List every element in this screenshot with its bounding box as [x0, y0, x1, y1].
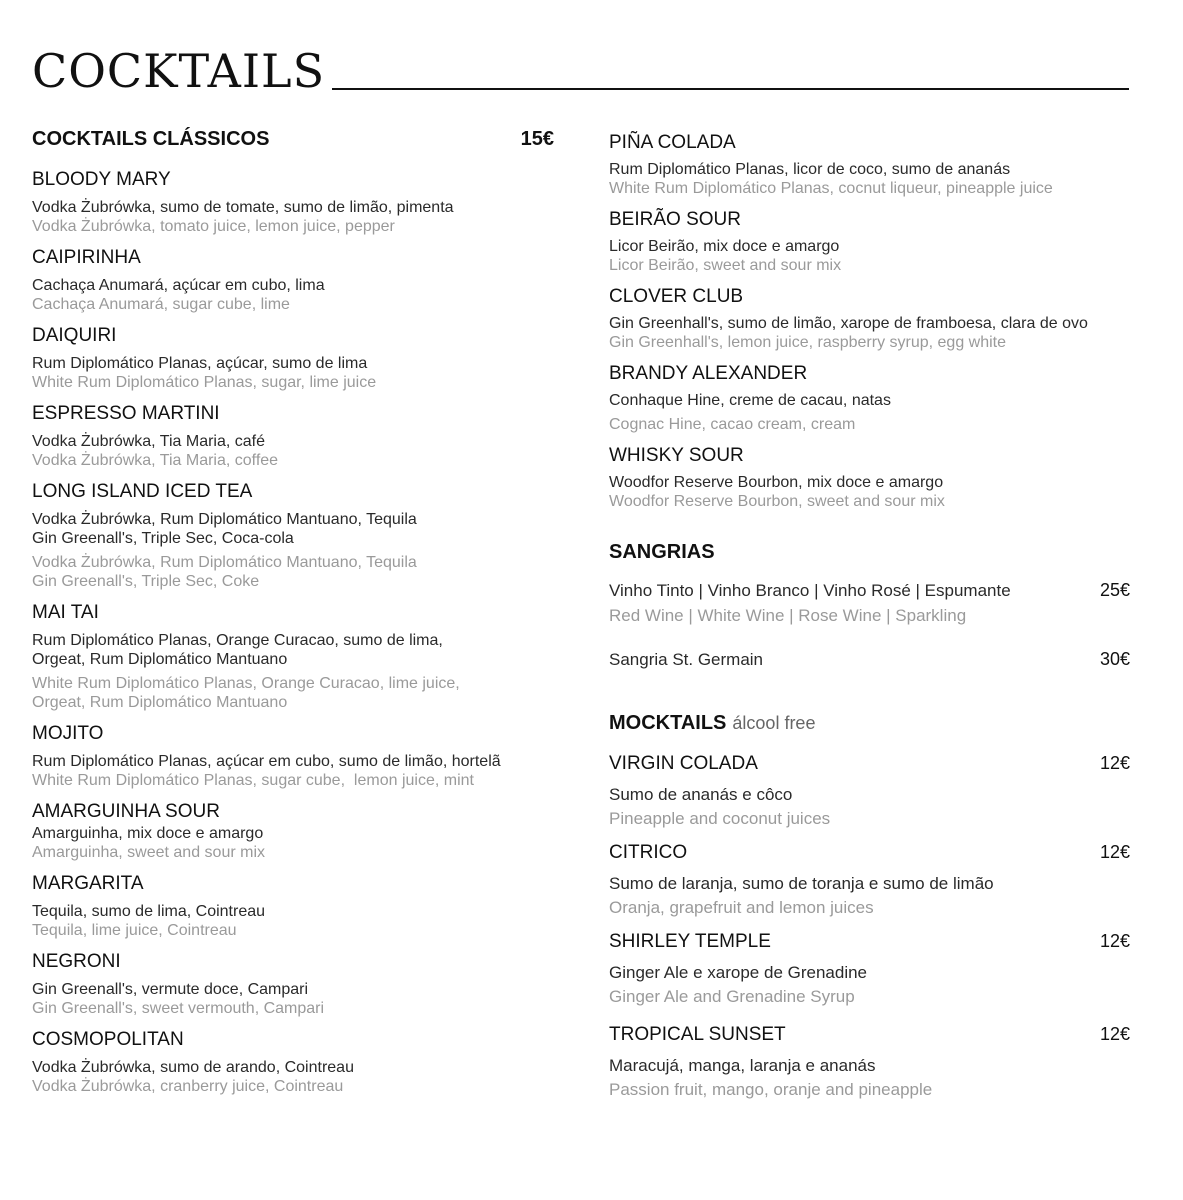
item-desc-pt: Sumo de laranja, sumo de toranja e sumo de limão	[609, 874, 994, 893]
sangria-item	[609, 580, 1130, 625]
item-desc-pt: Rum Diplomático Planas, açúcar em cubo, sumo de limão, hortelã	[32, 753, 501, 770]
menu-item	[32, 1029, 554, 1096]
item-name: VIRGIN COLADA	[609, 753, 758, 774]
item-desc-pt: Orgeat, Rum Diplomático Mantuano	[32, 651, 288, 668]
item-name: MARGARITA	[32, 873, 144, 894]
mocktails-heading: MOCKTAILS	[609, 712, 727, 734]
classics-header	[32, 128, 554, 151]
item-name: BLOODY MARY	[32, 169, 171, 190]
item-desc-en: Tequila, lime juice, Cointreau	[32, 922, 237, 939]
item-desc-en: Orgeat, Rum Diplomático Mantuano	[32, 694, 288, 711]
item-price: 12€	[1099, 931, 1130, 951]
item-desc-en: Cognac Hine, cacao cream, cream	[609, 416, 856, 433]
item-desc-pt: Cachaça Anumará, açúcar em cubo, lima	[32, 277, 325, 294]
item-price: 12€	[1099, 842, 1130, 862]
item-desc-en: Gin Greenhall's, lemon juice, raspberry syrup, egg white	[609, 334, 1007, 351]
mocktail-row	[609, 842, 1130, 864]
item-desc-pt: Ginger Ale e xarope de Grenadine	[609, 963, 868, 982]
item-name: BEIRÃO SOUR	[609, 209, 741, 230]
item-price: 12€	[1099, 753, 1130, 773]
item-name: MOJITO	[32, 723, 104, 744]
item-name: WHISKY SOUR	[609, 445, 744, 466]
item-name: ESPRESSO MARTINI	[32, 403, 220, 424]
item-desc-pt: Sumo de ananás e côco	[609, 785, 793, 804]
menu-item	[609, 286, 1130, 352]
classics-price: 15€	[520, 128, 554, 150]
item-desc-pt: Amarguinha, mix doce e amargo	[32, 825, 264, 842]
menu-item	[609, 445, 1130, 511]
menu-item	[32, 602, 554, 712]
item-desc-pt: Conhaque Hine, creme de cacau, natas	[609, 392, 891, 409]
sangria-row	[609, 649, 1130, 670]
item-desc-en: Red Wine | White Wine | Rose Wine | Sparkling	[609, 606, 967, 625]
item-desc-en: Woodfor Reserve Bourbon, sweet and sour mix	[609, 493, 945, 510]
menu-item	[32, 403, 554, 470]
item-desc-en: Passion fruit, mango, oranje and pineapple	[609, 1080, 933, 1099]
item-desc-en: Licor Beirão, sweet and sour mix	[609, 257, 842, 274]
menu-item	[32, 801, 554, 862]
item-price: 30€	[1099, 649, 1130, 669]
item-name: LONG ISLAND ICED TEA	[32, 481, 253, 502]
item-price: 25€	[1099, 580, 1130, 600]
item-desc-en: Amarguinha, sweet and sour mix	[32, 844, 265, 861]
item-desc-pt: Sangria St. Germain	[609, 650, 764, 669]
item-desc-pt: Gin Greenall's, Triple Sec, Coca-cola	[32, 530, 294, 547]
item-desc-en: Vodka Żubrówka, Tia Maria, coffee	[32, 452, 279, 469]
item-desc-pt: Gin Greenhall's, sumo de limão, xarope de framboesa, clara de ovo	[609, 315, 1088, 332]
item-desc-en: White Rum Diplomático Planas, cocnut liqueur, pineapple juice	[609, 180, 1053, 197]
item-desc-en: Gin Greenall's, Triple Sec, Coke	[32, 573, 260, 590]
item-name: CAIPIRINHA	[32, 247, 141, 268]
item-desc-pt: Woodfor Reserve Bourbon, mix doce e amargo	[609, 474, 944, 491]
item-name: TROPICAL SUNSET	[609, 1024, 786, 1045]
item-name: SHIRLEY TEMPLE	[609, 931, 771, 952]
item-desc-en: White Rum Diplomático Planas, Orange Curacao, lime juice,	[32, 675, 460, 692]
item-name: AMARGUINHA SOUR	[32, 801, 220, 822]
item-desc-pt: Gin Greenall's, vermute doce, Campari	[32, 981, 309, 998]
classics-heading: COCKTAILS CLÁSSICOS	[32, 128, 270, 150]
mocktail-item	[609, 842, 1130, 917]
menu-item	[32, 325, 554, 392]
menu-item	[609, 363, 1130, 434]
menu-item	[609, 209, 1130, 275]
item-desc-en: Ginger Ale and Grenadine Syrup	[609, 987, 855, 1006]
menu-item	[32, 873, 554, 940]
item-desc-en: White Rum Diplomático Planas, sugar, lime juice	[32, 374, 377, 391]
mocktail-item	[609, 931, 1130, 1006]
item-desc-pt: Rum Diplomático Planas, licor de coco, sumo de ananás	[609, 161, 1011, 178]
item-name: DAIQUIRI	[32, 325, 117, 346]
menu-item	[32, 247, 554, 314]
sangrias-heading: SANGRIAS	[609, 541, 715, 563]
item-desc-en: Vodka Żubrówka, tomato juice, lemon juice, pepper	[32, 218, 395, 235]
mocktails-subheading: álcool free	[732, 713, 816, 733]
item-desc-pt: Tequila, sumo de lima, Cointreau	[32, 903, 266, 920]
item-name: MAI TAI	[32, 602, 99, 623]
mocktail-row	[609, 931, 1130, 953]
item-desc-pt: Vodka Żubrówka, sumo de tomate, sumo de limão, pimenta	[32, 199, 454, 216]
item-desc-pt: Vodka Żubrówka, Rum Diplomático Mantuano, Tequila	[32, 511, 417, 528]
item-desc-en: Pineapple and coconut juices	[609, 809, 831, 828]
item-desc-pt: Maracujá, manga, laranja e ananás	[609, 1056, 876, 1075]
item-desc-en: White Rum Diplomático Planas, sugar cube, lemon juice, mint	[32, 772, 474, 789]
item-desc-en: Gin Greenall's, sweet vermouth, Campari	[32, 1000, 325, 1017]
menu-item	[32, 723, 554, 790]
menu-item	[32, 951, 554, 1018]
sangria-item	[609, 649, 1130, 670]
classics-column	[32, 128, 554, 1096]
title-divider	[332, 88, 1129, 90]
item-name: CLOVER CLUB	[609, 286, 744, 307]
mocktails-header	[609, 712, 1130, 735]
menu-item	[32, 481, 554, 591]
item-desc-pt: Rum Diplomático Planas, açúcar, sumo de lima	[32, 355, 368, 372]
item-price: 12€	[1099, 1024, 1130, 1044]
page-title: COCKTAILS	[32, 44, 326, 98]
item-desc-en: Oranja, grapefruit and lemon juices	[609, 898, 874, 917]
item-desc-pt: Rum Diplomático Planas, Orange Curacao, sumo de lima,	[32, 632, 443, 649]
mocktail-row	[609, 753, 1130, 775]
sangrias-header	[609, 541, 1130, 564]
item-name: NEGRONI	[32, 951, 121, 972]
mocktail-item	[609, 1024, 1130, 1099]
item-name: BRANDY ALEXANDER	[609, 363, 808, 384]
sangria-row	[609, 580, 1130, 601]
mocktail-row	[609, 1024, 1130, 1046]
item-desc-pt: Vodka Żubrówka, sumo de arando, Cointreau	[32, 1059, 354, 1076]
item-desc-pt: Vodka Żubrówka, Tia Maria, café	[32, 433, 265, 450]
item-desc-pt: Licor Beirão, mix doce e amargo	[609, 238, 840, 255]
item-desc-en: Cachaça Anumará, sugar cube, lime	[32, 296, 290, 313]
menu-item	[609, 132, 1130, 198]
item-name: PIÑA COLADA	[609, 132, 736, 153]
mocktail-item	[609, 753, 1130, 828]
right-column	[609, 132, 1130, 1099]
item-name: COSMOPOLITAN	[32, 1029, 184, 1050]
menu-item	[32, 169, 554, 236]
item-desc-en: Vodka Żubrówka, Rum Diplomático Mantuano, Tequila	[32, 554, 417, 571]
item-name: CITRICO	[609, 842, 688, 863]
item-desc-pt: Vinho Tinto | Vinho Branco | Vinho Rosé | Espumante	[609, 581, 1011, 600]
item-desc-en: Vodka Żubrówka, cranberry juice, Cointreau	[32, 1078, 344, 1095]
